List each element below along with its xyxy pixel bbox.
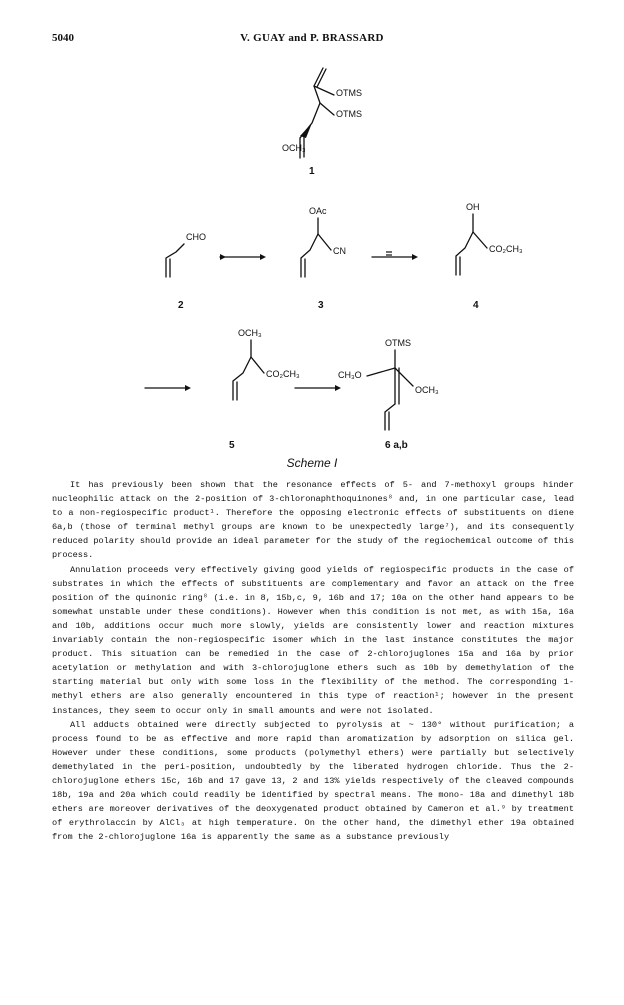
otms-label: OTMS	[336, 109, 362, 119]
running-head: V. GUAY and P. BRASSARD	[240, 32, 384, 44]
otms-label: OTMS	[336, 88, 362, 98]
compound-number-2: 2	[178, 300, 184, 311]
paragraph: All adducts obtained were directly subjected to pyrolysis at ~ 130° without purification; a process found to be as effective and more rapid than aromatization by adsorption on silica gel. However under these conditions, some products (polymethyl ethers) were partially but selectively demethylated in the peri-position, undoubtedly by the liberated hydrogen chloride. Thus the 2-chlorojuglone ethers 15c, 16b and 17 gave 13, 2 and 13% yields respectively of the cleaved compounds 18b, 19a and 20a which could readily be identified by spectral means. The mono- 18a and dimethyl 18b ethers are moreover derivatives of the deoxygenated product obtained by Cameron et al.⁹ by treatment of erythrolaccin by AlCl₃ at high temperature. On the other hand, the dimethyl ether 19a obtained from the 2-chlorojuglone 16a is apparently the same as a substance previously	[52, 719, 574, 843]
scheme-caption: Scheme I	[286, 456, 338, 470]
paragraph: Annulation proceeds very effectively giving good yields of regiospecific products in the case of substrates in which the effects of substituents are complementary and favor an attack on the free position of the quinonic ring⁸ (i.e. in 8, 15b,c, 9, 16b and 17; 10a on the other hand appears to be somewhat unstable under these conditions). However when this condition is not met, as with 15a, 16a and 10b, additions occur much more slowly, yields are consistently lower and reaction mixtures invariably contain the non-regiospecific isomer which in the last instance constitutes the major product. This situation can be remedied in the case of 2-chlorojuglones 15a and 16a by prior acetylation or methylation and with 3-chlorojuglone ethers such as 10b by demethylation of the starting material but only with some loss in the flexibility of the method. The corresponding 1-methyl ethers are also generally encountered in this type of reaction¹; however in the present instances, they seem to occur only in small amounts and were not isolated.	[52, 564, 574, 716]
oh-label: OH	[466, 202, 480, 212]
cn-label: CN	[333, 246, 346, 256]
scheme-figure	[0, 0, 624, 480]
ch3o-label: CH₃O	[338, 370, 362, 380]
och3-label: OCH₃	[415, 385, 439, 395]
co2ch3-label: CO₂CH₃	[266, 369, 300, 379]
otms-label: OTMS	[385, 338, 411, 348]
compound-number-5: 5	[229, 440, 235, 451]
cho-label: CHO	[186, 232, 206, 242]
compound-number-1: 1	[309, 166, 315, 177]
och3-label: OCH₃	[238, 328, 262, 338]
compound-number-4: 4	[473, 300, 479, 311]
oac-label: OAc	[309, 206, 327, 216]
co2ch3-label: CO₂CH₃	[489, 244, 523, 254]
body-text	[52, 478, 574, 844]
compound-number-6: 6 a,b	[385, 440, 408, 451]
compound-number-3: 3	[318, 300, 324, 311]
page-number: 5040	[52, 32, 74, 44]
och3-label: OCH₃	[282, 143, 306, 153]
paragraph: It has previously been shown that the resonance effects of 5- and 7-methoxyl groups hinder nucleophilic attack on the 2-position of 3-chloronaphthoquinones⁸ and, in one particular case, lead to a non-regiospecific product¹. Therefore the opposing electronic effects of substituents on diene 6a,b (those of terminal methyl groups are known to be unexpectedly large⁷), and its consequently reduced polarity should provide an ideal parameter for the study of the regiochemical outcome of this process.	[52, 480, 574, 561]
